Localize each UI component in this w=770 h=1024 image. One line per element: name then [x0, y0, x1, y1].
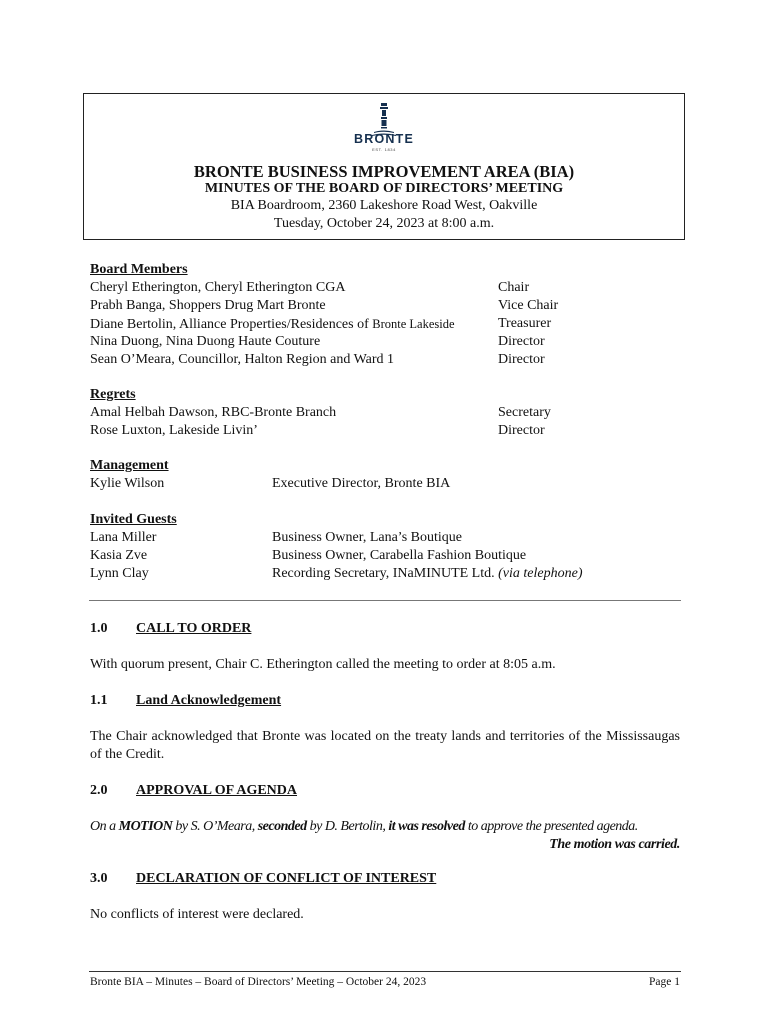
section-number: 2.0 — [90, 783, 108, 798]
member-name: Lana Miller — [90, 530, 157, 545]
member-role: Director — [498, 334, 545, 349]
motion-part: On a — [90, 819, 119, 834]
invited-guests-heading: Invited Guests — [90, 512, 177, 527]
section-title: APPROVAL OF AGENDA — [136, 783, 298, 798]
logo-subtext: EST. 1834 — [372, 147, 396, 152]
member-role: Director — [498, 352, 545, 367]
board-members-heading: Board Members — [90, 262, 188, 277]
member-name: Sean O’Meara, Councillor, Halton Region and Ward 1 — [90, 352, 395, 367]
motion-part: by S. O’Meara, — [172, 819, 258, 834]
member-name — [90, 315, 455, 334]
section-title: CALL TO ORDER — [136, 621, 252, 636]
member-name: Lynn Clay — [90, 566, 149, 581]
member-name: Prabh Banga, Shoppers Drug Mart Bronte — [90, 298, 326, 313]
member-role: Vice Chair — [498, 298, 559, 313]
member-role-note: (via telephone) — [498, 566, 583, 581]
motion-keyword: seconded — [257, 819, 307, 834]
member-name: Amal Helbah Dawson, RBC-Bronte Branch — [90, 405, 337, 420]
footer-text: Bronte BIA – Minutes – Board of Directors’ Meeting – October 24, 2023 — [90, 976, 427, 988]
member-name: Kasia Zve — [90, 548, 148, 563]
member-role: Chair — [498, 280, 530, 295]
member-role: Secretary — [498, 405, 551, 420]
section-title: Land Acknowledgement — [136, 693, 282, 708]
section-text: With quorum present, Chair C. Etherington called the meeting to order at 8:05 a.m. — [90, 657, 556, 672]
section-number: 1.0 — [90, 621, 108, 636]
member-name: Kylie Wilson — [90, 476, 165, 491]
page-number: Page 1 — [649, 976, 680, 988]
member-name: Nina Duong, Nina Duong Haute Couture — [90, 334, 321, 349]
member-name: Rose Luxton, Lakeside Livin’ — [90, 423, 258, 438]
management-heading: Management — [90, 458, 169, 473]
section-divider — [89, 600, 681, 601]
section-title: DECLARATION OF CONFLICT OF INTEREST — [136, 871, 437, 886]
member-role: Director — [498, 423, 545, 438]
motion-result: The motion was carried. — [549, 837, 680, 852]
regrets-heading: Regrets — [90, 387, 136, 402]
section-number: 1.1 — [90, 693, 108, 708]
motion-keyword: it was resolved — [388, 819, 465, 834]
document-header — [83, 93, 685, 240]
section-text: The Chair acknowledged that Bronte was located on the treaty lands and territories of the Mississaugas of the Credit. — [90, 729, 680, 762]
member-role: Treasurer — [498, 316, 552, 331]
section-text: No conflicts of interest were declared. — [90, 907, 304, 922]
member-name: Cheryl Etherington, Cheryl Etherington CGA — [90, 280, 346, 295]
member-role — [272, 565, 583, 583]
footer-divider — [89, 971, 681, 972]
motion-text — [90, 818, 680, 836]
member-role: Executive Director, Bronte BIA — [272, 476, 451, 491]
meeting-location: BIA Boardroom, 2360 Lakeshore Road West, Oakville — [230, 198, 538, 213]
member-role: Business Owner, Lana’s Boutique — [272, 530, 462, 545]
section-number: 3.0 — [90, 871, 108, 886]
logo-wordmark: BRONTE — [354, 132, 414, 146]
member-name-small: Bronte Lakeside — [372, 317, 455, 331]
member-role-main: Recording Secretary, INaMINUTE Ltd. — [272, 566, 499, 581]
document-subtitle: MINUTES OF THE BOARD OF DIRECTORS’ MEETING — [204, 181, 564, 196]
member-name-main: Diane Bertolin, Alliance Properties/Residences of — [90, 317, 373, 332]
motion-part: by D. Bertolin, — [306, 819, 389, 834]
motion-keyword: MOTION — [118, 819, 173, 834]
motion-part: to approve the presented agenda. — [464, 819, 638, 834]
member-role: Business Owner, Carabella Fashion Boutique — [272, 548, 527, 563]
document-title: BRONTE BUSINESS IMPROVEMENT AREA (BIA) — [193, 162, 575, 181]
meeting-datetime: Tuesday, October 24, 2023 at 8:00 a.m. — [273, 216, 495, 231]
